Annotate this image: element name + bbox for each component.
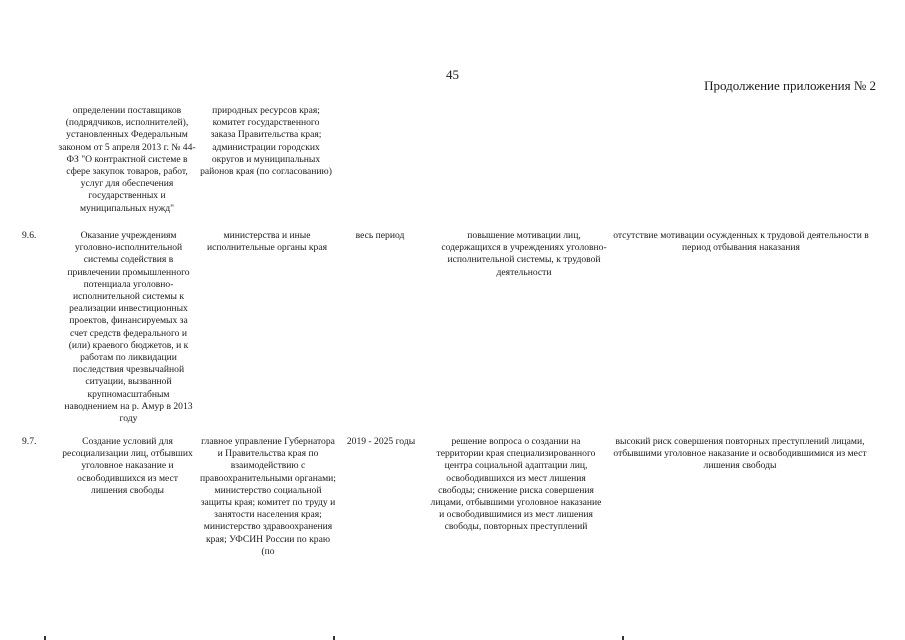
scan-mark: [44, 636, 46, 640]
result-cell: решение вопроса о создании на территории края специализированного центра социальной адаптации лиц, освободившихся из мест лишения свободы; снижение риска совершения лицами, отбывшими уголовное наказание и освободившимися из мест лишения свободы, повторных преступлений: [430, 436, 602, 533]
measure-cell: Создание условий для ресоциализации лиц, отбывших уголовное наказание и освободившихся из мест лишения свободы: [62, 436, 193, 496]
responsible-cell: природных ресурсов края; комитет государственного заказа Правительства края; администрации городских округов и муниципальных районов края (по согласованию): [200, 105, 332, 178]
period-cell: 2019 - 2025 годы: [346, 436, 416, 447]
result-cell: повышение мотивации лиц, содержащихся в учреждениях уголовно-исполнительной системы, к трудовой деятельности: [441, 230, 607, 278]
measure-cell: Оказание учреждениям уголовно-исполнительной системы содействия в привлечении промышленного потенциала уголовно-исполнительной системы к реализации инвестиционных проектов, финансируемых за счет средств федерального и (или) краевого бюджетов, и к работам по ликвидации последствия чрезвычайной ситуации, вызванной крупномасштабным наводнением на р. Амур в 2013 году: [64, 230, 193, 425]
continuation-heading: Продолжение приложения № 2: [704, 78, 876, 93]
item-number: 9.7.: [22, 436, 37, 447]
scan-mark: [622, 636, 624, 640]
responsible-cell: министерства и иные исполнительные органы края: [207, 230, 327, 254]
responsible-cell: главное управление Губернатора и Правительства края по взаимодействию с правоохранительными органами; министерство социальной защиты края; комитет по труду и занятости населения края; министерство здравоохранения края; УФСИН России по краю (по: [200, 436, 336, 557]
measure-cell: определении поставщиков (подрядчиков, исполнителей), установленных Федеральным законом от 5 апреля 2013 г. № 44-ФЗ "О контрактной системе в сфере закупок товаров, работ, услуг для обеспечения государственных и муниципальных нужд": [58, 105, 196, 214]
risk-cell: высокий риск совершения повторных преступлений лицами, отбывшими уголовное наказание и освободившимися из мест лишения свободы: [613, 436, 867, 472]
page-number: 45: [446, 67, 459, 82]
item-number: 9.6.: [22, 230, 37, 241]
risk-cell: отсутствие мотивации осужденных к трудовой деятельности в период отбывания наказания: [613, 230, 869, 254]
scan-mark: [333, 636, 335, 640]
period-cell: весь период: [355, 230, 405, 241]
